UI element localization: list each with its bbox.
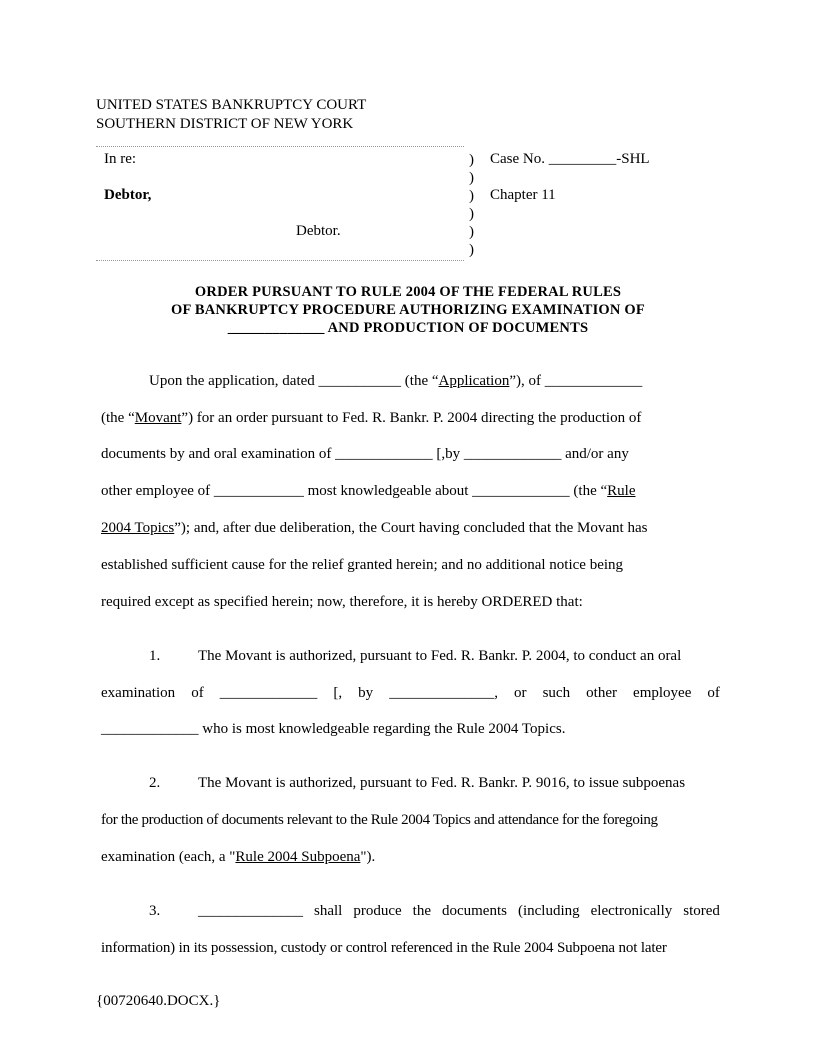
caption-debtor-label: Debtor. [296, 223, 341, 239]
paren: ) [469, 242, 474, 258]
caption-paren-column [469, 151, 474, 259]
para-2-line-3: examination (each, a "Rule 2004 Subpoena"). [101, 849, 376, 865]
intro-line-6: established sufficient cause for the relief granted herein; and no additional notice being [101, 557, 624, 573]
case-number: Case No. _________-SHL [490, 151, 650, 167]
caption-in-re: In re: [104, 151, 137, 167]
paren: ) [469, 206, 474, 222]
paren: ) [469, 152, 474, 168]
intro-line-4: other employee of ____________ most knowledgeable about _____________ (the “Rule [101, 483, 636, 499]
chapter: Chapter 11 [490, 187, 556, 203]
defined-term-application: Application [438, 373, 510, 389]
para-1-line-2: examination of _____________ [, by ______________, or such other employee of [101, 685, 720, 701]
defined-term-rule: Rule [607, 483, 636, 499]
defined-term-movant: Movant [134, 410, 182, 426]
defined-term-rule-2004-subpoena: Rule 2004 Subpoena [235, 849, 361, 865]
title-line-1: ORDER PURSUANT TO RULE 2004 OF THE FEDERAL RULES [194, 284, 622, 300]
court-name: UNITED STATES BANKRUPTCY COURT [96, 97, 367, 113]
intro-line-1: Upon the application, dated ___________ (the “Application”), of _____________ [149, 373, 643, 389]
paren: ) [469, 188, 474, 204]
intro-line-3: documents by and oral examination of _____________ [,by _____________ and/or any [101, 446, 629, 462]
caption-top-rule [96, 146, 464, 147]
paren: ) [469, 224, 474, 240]
intro-line-5: 2004 Topics”); and, after due deliberation, the Court having concluded that the Movant has [101, 520, 648, 536]
para-3-line-1: ______________ shall produce the documents (including electronically stored [198, 903, 720, 919]
para-2-line-1: The Movant is authorized, pursuant to Fed. R. Bankr. P. 9016, to issue subpoenas [198, 775, 686, 791]
para-2-line-2: for the production of documents relevant to the Rule 2004 Topics and attendance for the foregoing [101, 812, 658, 828]
intro-line-2: (the “Movant”) for an order pursuant to Fed. R. Bankr. P. 2004 directing the production of [101, 410, 642, 426]
para-3-number: 3. [149, 903, 161, 919]
caption-bottom-rule [96, 260, 464, 261]
court-district: SOUTHERN DISTRICT OF NEW YORK [96, 116, 354, 132]
para-1-line-3: _____________ who is most knowledgeable regarding the Rule 2004 Topics. [101, 721, 566, 737]
paren: ) [469, 170, 474, 186]
caption-debtor-name: Debtor, [104, 187, 152, 203]
title-line-2: OF BANKRUPTCY PROCEDURE AUTHORIZING EXAMINATION OF [171, 302, 645, 318]
para-3-line-2: information) in its possession, custody or control referenced in the Rule 2004 Subpoena not later [101, 940, 667, 956]
defined-term-rule-2004-topics: 2004 Topics [101, 520, 175, 536]
footer-document-id: {00720640.DOCX.} [96, 993, 221, 1009]
para-2-number: 2. [149, 775, 161, 791]
intro-line-7: required except as specified herein; now, therefore, it is hereby ORDERED that: [101, 594, 583, 610]
para-1-number: 1. [149, 648, 161, 664]
court-heading [96, 96, 366, 134]
order-title [0, 283, 816, 337]
title-line-3: _____________ AND PRODUCTION OF DOCUMENTS [227, 320, 589, 336]
para-1-line-1: The Movant is authorized, pursuant to Fed. R. Bankr. P. 2004, to conduct an oral [198, 648, 682, 664]
